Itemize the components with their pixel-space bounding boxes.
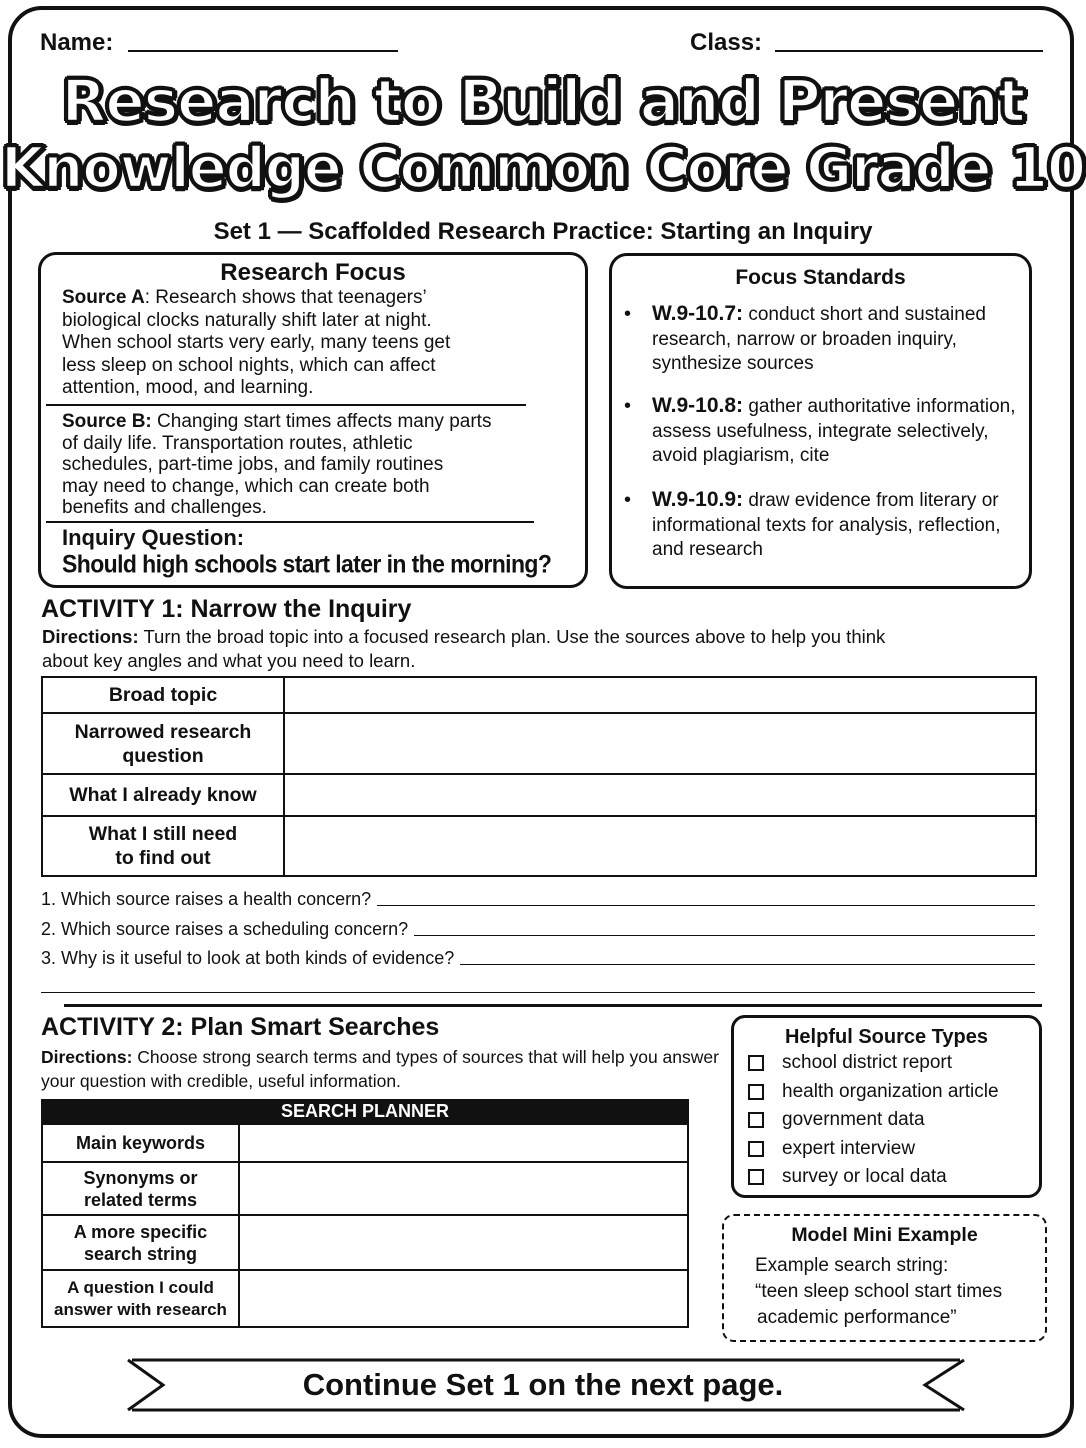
model-example-line: “teen sleep school start times xyxy=(755,1281,1003,1302)
source-a-text: attention, mood, and learning. xyxy=(62,377,314,398)
bullet-icon: • xyxy=(624,303,632,325)
row-label: What I already know xyxy=(42,774,284,816)
standard-text: draw evidence from literary or xyxy=(743,490,999,511)
standard-code: W.9-10.7: xyxy=(652,302,744,325)
search-planner-header: SEARCH PLANNER xyxy=(41,1099,689,1123)
model-example-line: Example search string: xyxy=(755,1255,949,1276)
standard-text: gather authoritative information, xyxy=(743,396,1016,417)
directions-text: Turn the broad topic into a focused research plan. Use the sources above to help you think xyxy=(138,626,886,647)
standard-text: synthesize sources xyxy=(652,353,814,374)
standard-text: research, narrow or broaden inquiry, xyxy=(652,328,957,350)
row-label: Main keywords xyxy=(42,1124,239,1162)
standard-code: W.9-10.8: xyxy=(652,394,744,417)
question-text: 3. Why is it useful to look at both kinds of evidence? xyxy=(41,948,455,968)
directions-label: Directions: xyxy=(42,626,139,647)
standard-text: and research xyxy=(652,539,763,560)
standard-text: informational texts for analysis, reflection, xyxy=(652,514,1001,536)
row-label: A more specific search string xyxy=(42,1215,239,1270)
directions-text: Choose strong search terms and types of sources that will help you answer xyxy=(132,1047,719,1067)
source-a-label: Source A xyxy=(62,287,145,308)
directions-text: your question with credible, useful information. xyxy=(41,1071,401,1091)
checkbox-label: school district report xyxy=(782,1052,953,1073)
page-title-line-2: Knowledge Common Core Grade 10 xyxy=(1,136,1085,201)
model-example-title: Model Mini Example xyxy=(791,1224,978,1246)
row-label: Narrowed research question xyxy=(42,713,284,774)
row-label: A question I could answer with research xyxy=(42,1270,239,1327)
directions-text: about key angles and what you need to learn. xyxy=(42,650,416,671)
source-b-label: Source B: xyxy=(62,411,152,432)
source-b-text: benefits and challenges. xyxy=(62,497,267,518)
source-types-title: Helpful Source Types xyxy=(784,1026,988,1048)
directions-label: Directions: xyxy=(41,1047,133,1067)
inquiry-label: Inquiry Question: xyxy=(62,525,245,550)
source-b-text: of daily life. Transportation routes, athletic xyxy=(62,432,413,454)
source-b-text: schedules, part-time jobs, and family routines xyxy=(62,454,444,475)
source-b-text: Changing start times affects many parts xyxy=(151,411,492,432)
checkbox-label: expert interview xyxy=(782,1138,916,1159)
bullet-icon: • xyxy=(624,489,632,511)
row-label: Broad topic xyxy=(42,677,284,713)
activity-1-title: ACTIVITY 1: Narrow the Inquiry xyxy=(41,595,412,623)
inquiry-question: Should high schools start later in the morning? xyxy=(62,549,552,578)
name-label: Name: xyxy=(40,29,114,56)
activity-2-title: ACTIVITY 2: Plan Smart Searches xyxy=(41,1013,440,1041)
class-label: Class: xyxy=(690,29,763,56)
row-label: What I still need to find out xyxy=(42,816,284,876)
checkbox-label: health organization article xyxy=(782,1081,999,1102)
source-a-text: : Research shows that teenagers’ xyxy=(144,287,427,308)
standard-text: conduct short and sustained xyxy=(743,304,986,325)
footer-banner-text: Continue Set 1 on the next page. xyxy=(302,1367,784,1402)
source-b-text: may need to change, which can create both xyxy=(62,475,430,497)
standard-text: assess usefulness, integrate selectively, xyxy=(652,420,989,442)
checkbox-label: government data xyxy=(782,1109,925,1130)
research-focus-title: Research Focus xyxy=(220,259,406,286)
bullet-icon: • xyxy=(624,395,632,417)
page-subtitle: Set 1 — Scaffolded Research Practice: Starting an Inquiry xyxy=(213,218,873,245)
focus-standards-title: Focus Standards xyxy=(735,266,906,289)
source-a-text: When school starts very early, many teens get xyxy=(62,332,451,353)
source-a-text: biological clocks naturally shift later at night. xyxy=(62,309,432,331)
standard-code: W.9-10.9: xyxy=(652,488,744,511)
row-label: Synonyms or related terms xyxy=(42,1162,239,1215)
standard-text: avoid plagiarism, cite xyxy=(652,445,830,466)
page-title-line-1: Research to Build and Present xyxy=(61,67,1025,135)
source-a-text: less sleep on school nights, which can affect xyxy=(62,354,436,376)
question-text: 1. Which source raises a health concern? xyxy=(41,889,372,909)
model-example-line: academic performance” xyxy=(757,1307,957,1328)
question-text: 2. Which source raises a scheduling concern? xyxy=(41,919,409,939)
checkbox-label: survey or local data xyxy=(782,1166,947,1187)
